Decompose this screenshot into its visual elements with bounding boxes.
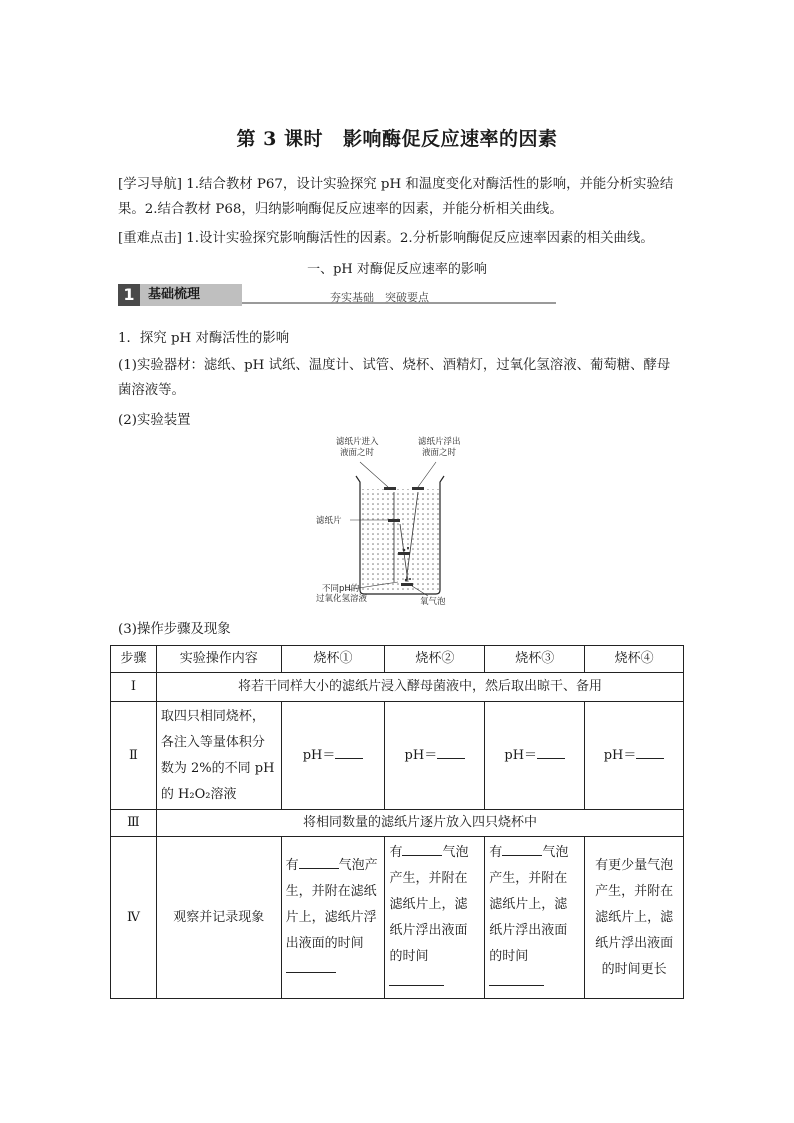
title-topic: 影响酶促反应速率的因素 [342,128,558,150]
obs-have: 有 [489,844,503,860]
beaker-diagram [316,432,480,610]
table-row [111,702,684,810]
obs-text: 气泡产生，并附在滤纸片上，滤纸片浮出液面的时间 [389,844,469,964]
table-header-row [111,646,684,673]
header-operation: 实验操作内容 [156,646,281,673]
obs-blank [502,841,542,856]
header-beaker-1: 烧杯① [281,646,385,673]
step-3: Ⅲ [111,810,157,837]
ph-blank [537,744,565,759]
experiment-figure [316,432,480,610]
step-4: Ⅳ [111,837,157,999]
ph-label: pH＝ [404,747,438,763]
ph-label: pH＝ [603,747,637,763]
ph-label: pH＝ [302,747,336,763]
title-lesson: 第 3 课时 [236,128,323,150]
obs-text: 气泡产生，并附在滤纸片上，滤纸片浮出液面的时间 [489,844,569,964]
ph-blank [335,744,363,759]
beaker-1-observation [281,837,385,999]
table-row [111,673,684,702]
table-row [111,810,684,837]
section-banner [118,284,438,306]
obs-blank-time [489,971,544,986]
header-beaker-3: 烧杯③ [485,646,585,673]
beaker-1-ph [281,702,385,810]
paper-enter [384,487,396,490]
key-points [118,226,678,251]
obs-blank [402,841,442,856]
beaker-2-ph [385,702,485,810]
learning-guide [118,172,678,222]
ph-blank [636,744,664,759]
ph-label: pH＝ [504,747,538,763]
ph-blank [437,744,465,759]
obs-blank [299,854,339,869]
label-enter-1: 滤纸片进入 [336,437,379,447]
label-float-2: 液面之时 [422,448,457,458]
table-row [111,837,684,999]
label-enter [336,436,379,458]
step-1: Ⅰ [111,673,157,702]
header-step: 步骤 [111,646,157,673]
obs-blank-time [389,971,444,986]
item-1-3: (3)操作步骤及现象 [118,622,231,637]
solution [361,489,439,591]
focus-text: 1.设计实验探究影响酶活性的因素。2.分析影响酶促反应速率因素的相关曲线。 [186,231,654,246]
steps-table [110,645,684,999]
obs-blank-time [286,958,336,973]
obs-have: 有 [285,857,299,873]
step-2: Ⅱ [111,702,157,810]
focus-label: [重难点击] [118,231,183,246]
step-1-text: 将若干同样大小的滤纸片浸入酵母菌液中，然后取出晾干、备用 [156,673,683,702]
step-4-operation: 观察并记录现象 [156,837,281,999]
item-1-2: (2)实验装置 [118,413,191,428]
obs-have: 有 [389,844,403,860]
label-float [418,436,461,458]
label-paper: 滤纸片 [316,516,342,526]
beaker-3-observation [485,837,585,999]
section-heading: 一、pH 对酶促反应速率的影响 [307,262,487,277]
label-enter-2: 液面之时 [340,448,375,458]
step-2-operation: 取四只相同烧杯，各注入等量体积分数为 2%的不同 pH 的 H₂O₂溶液 [156,702,281,810]
label-bubble: 氧气泡 [420,597,446,607]
beaker-3-ph [485,702,585,810]
label-solution-1: 不同pH的 [322,584,360,594]
beaker-4-ph [585,702,684,810]
item-1: 1．探究 pH 对酶活性的影响 [118,331,290,346]
label-float-1: 滤纸片浮出 [418,437,461,447]
paper-bottom [401,583,413,586]
guide-label: [学习导航] [118,177,183,192]
banner-number: 1 [118,284,140,306]
obs-text: 气泡产生，并附在滤纸片上，滤纸片浮出液面的时间 [285,857,378,951]
label-solution-2: 过氧化氢溶液 [316,594,368,604]
banner-subtitle: 夯实基础 突破要点 [330,291,429,304]
beaker-4-observation: 有更少量气泡产生，并附在滤纸片上，滤纸片浮出液面的时间更长 [585,837,684,999]
beaker-2-observation [385,837,485,999]
paper-float [412,487,424,490]
page-title [0,124,794,151]
header-beaker-4: 烧杯④ [585,646,684,673]
item-1-1: (1)实验器材：滤纸、pH 试纸、温度计、试管、烧杯、酒精灯，过氧化氢溶液、葡萄糖、酵母菌溶液等。 [118,358,671,398]
step-3-text: 将相同数量的滤纸片逐片放入四只烧杯中 [156,810,683,837]
guide-text: 1.结合教材 P67，设计实验探究 pH 和温度变化对酶活性的影响，并能分析实验结果。2.结合教材 P68，归纳影响酶促反应速率的因素，并能分析相关曲线。 [118,177,674,217]
banner-label: 基础梳理 [140,284,242,306]
header-beaker-2: 烧杯② [385,646,485,673]
